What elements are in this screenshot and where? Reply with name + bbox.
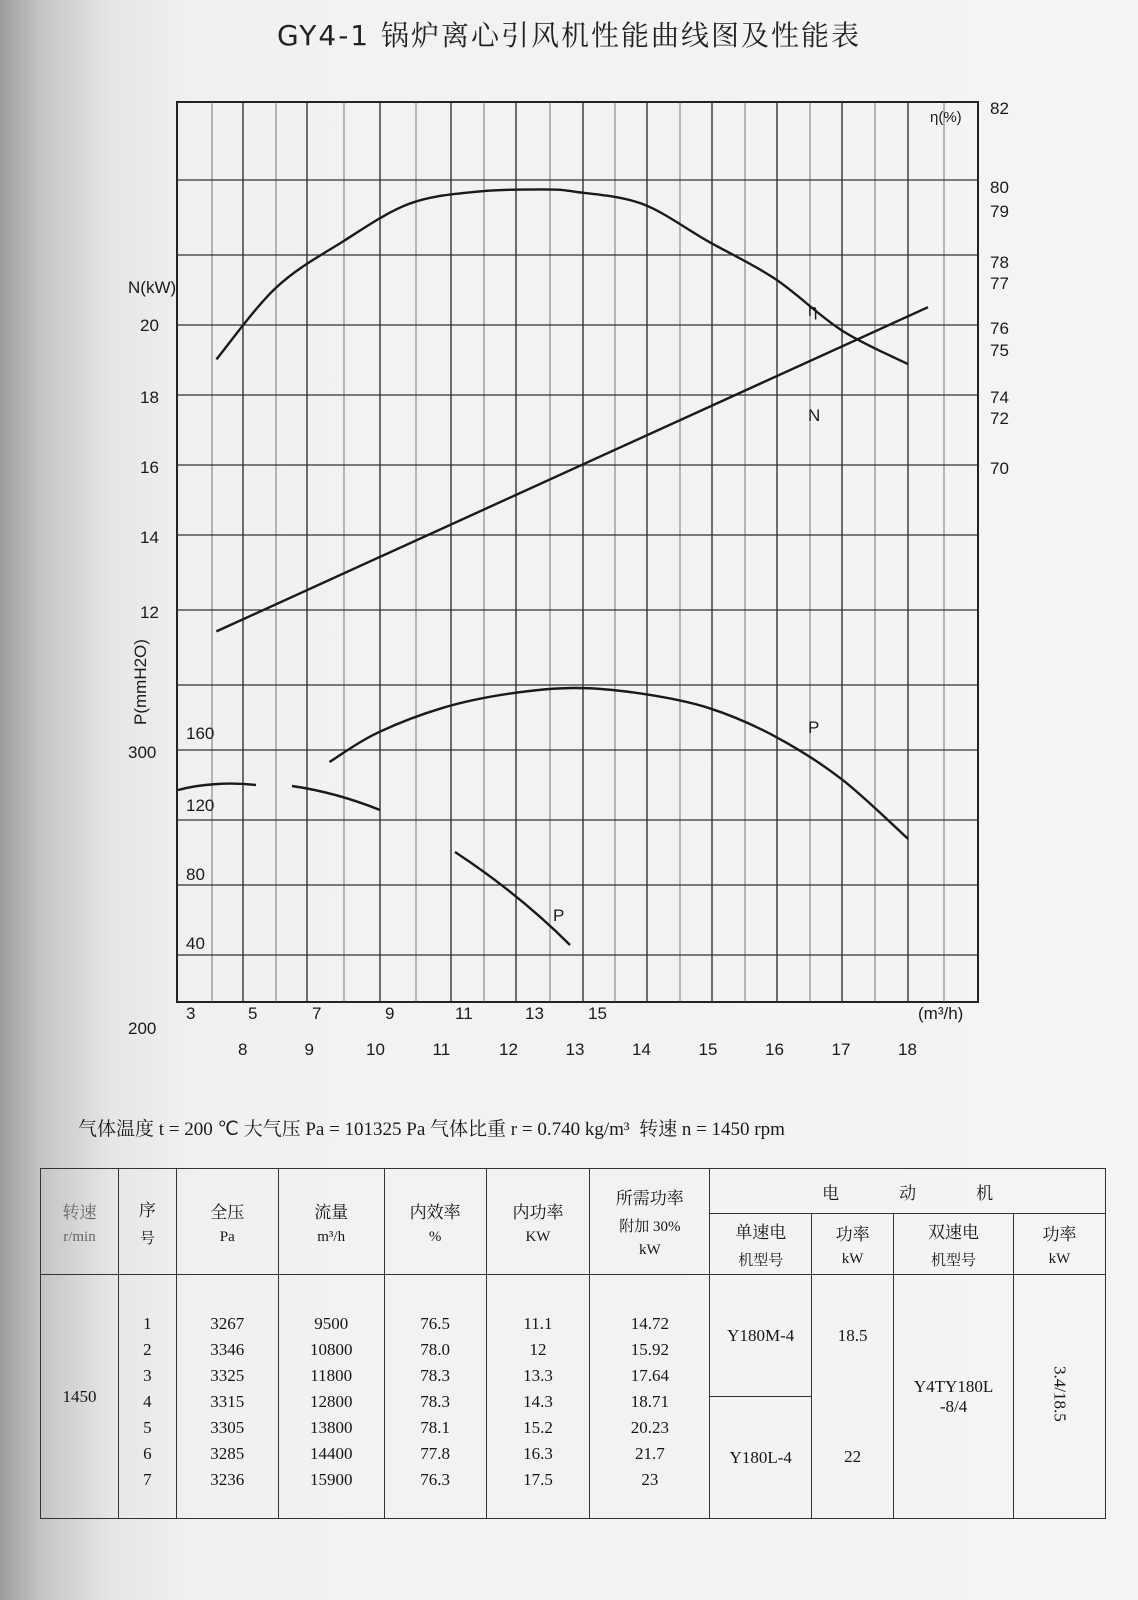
n-tick-label: 16: [140, 458, 159, 477]
cell-value-pressure-3: 3325: [210, 1365, 245, 1385]
cell-speed: 1450: [41, 1275, 119, 1519]
cell-value-eff-1: 76.5: [420, 1313, 450, 1333]
n-tick-label: 18: [140, 388, 159, 407]
eta-tick-label: 74: [990, 388, 1009, 407]
x-tick-upper-label: 7: [312, 1004, 322, 1023]
cell-value-pressure-4: 3315: [210, 1391, 245, 1411]
single-power-2: 22: [844, 1447, 862, 1466]
cell-value-req-4: 18.71: [630, 1391, 669, 1411]
eta-tick-label: 70: [990, 459, 1009, 478]
cell-value-flow-5: 13800: [309, 1417, 353, 1437]
cell-value-pressure-5: 3305: [210, 1417, 245, 1437]
eta-axis-label: η(%): [930, 109, 962, 126]
cell-value-eff-2: 78.0: [420, 1339, 450, 1359]
header-required-power: 所需功率 附加 30% kW: [590, 1169, 710, 1275]
p-inner-tick-label: 40: [186, 934, 205, 953]
cell-value-pressure-1: 3267: [210, 1313, 245, 1333]
cell-value-seq-4: 4: [143, 1391, 152, 1411]
table-header-row: [41, 1169, 1106, 1214]
power-line: [216, 307, 928, 631]
p-axis-label: P(mmH2O): [131, 639, 150, 725]
lower-pressure-curve: [178, 784, 256, 790]
cell-pressure: [176, 1275, 278, 1519]
dual-power: 3.4/18.5: [1050, 1366, 1070, 1422]
header-speed: 转速 r/min: [41, 1169, 119, 1275]
cell-single-power: [812, 1275, 894, 1519]
cell-value-pressure-6: 3285: [210, 1443, 245, 1463]
x-axis-label: (m³/h): [918, 1004, 964, 1023]
single-motor-1: Y180M-4: [710, 1275, 811, 1397]
cell-value-eff-3: 78.3: [420, 1365, 450, 1385]
header-motor: 电动机: [710, 1169, 1106, 1214]
chart-grid: [177, 102, 978, 1002]
cell-dual-power: [1014, 1275, 1106, 1519]
header-pressure: 全压 Pa: [176, 1169, 278, 1275]
lower-pressure-curve: [455, 852, 570, 945]
cell-value-seq-1: 1: [143, 1313, 152, 1333]
cell-value-seq-5: 5: [143, 1417, 152, 1437]
x-tick-upper-label: 15: [588, 1004, 607, 1023]
p-inner-tick-label: 160: [186, 724, 215, 743]
x-tick-upper-label: 11: [455, 1004, 473, 1023]
cell-value-eff-4: 78.3: [420, 1391, 450, 1411]
cell-value-eff-5: 78.1: [420, 1417, 450, 1437]
performance-table: [40, 1168, 1106, 1519]
single-motor-2: Y180L-4: [729, 1447, 792, 1467]
cell-value-req-1: 14.72: [630, 1313, 669, 1333]
cell-value-eff-7: 76.3: [420, 1469, 450, 1489]
cell-value-flow-2: 10800: [309, 1339, 353, 1359]
x-tick-upper-label: 13: [525, 1004, 544, 1023]
p-inner-tick-label: 120: [186, 796, 215, 815]
cell-value-ipower-2: 12: [529, 1339, 547, 1359]
x-tick-upper-label: 3: [186, 1004, 196, 1023]
cell-dual-motor: [894, 1275, 1014, 1519]
header-dual-power: 功率 kW: [1014, 1214, 1106, 1275]
header-single-motor: 单速电 机型号: [710, 1214, 812, 1275]
eta-curve: [216, 189, 908, 364]
x-tick-lower-label: 8: [238, 1040, 248, 1059]
cell-value-pressure-7: 3236: [210, 1469, 245, 1489]
header-seq: 序 号: [118, 1169, 176, 1275]
header-flow: 流量 m³/h: [278, 1169, 384, 1275]
eta-tick-label: 78: [990, 253, 1009, 272]
eta-tick-label: 72: [990, 409, 1009, 428]
x-tick-lower-label: 13: [565, 1040, 585, 1059]
eta-curve-label: η: [808, 301, 818, 320]
lower-pressure-curve: [292, 786, 380, 810]
cell-value-ipower-4: 14.3: [523, 1391, 553, 1411]
cell-single-motor: [710, 1275, 812, 1519]
chart-tick-labels: [128, 99, 1009, 1059]
x-tick-lower-label: 12: [499, 1040, 518, 1059]
pressure-curve-label: P: [808, 718, 820, 737]
n-tick-label: 14: [140, 528, 159, 547]
cell-value-seq-3: 3: [143, 1365, 152, 1385]
eta-tick-label: 75: [990, 341, 1009, 360]
eta-tick-label: 79: [990, 202, 1009, 221]
cell-value-flow-4: 12800: [309, 1391, 353, 1411]
cell-value-req-3: 17.64: [630, 1365, 669, 1385]
cell-value-ipower-7: 17.5: [523, 1469, 553, 1489]
n-tick-label: 12: [140, 603, 159, 622]
single-power-1: 18.5: [837, 1326, 868, 1345]
cell-efficiency: [384, 1275, 486, 1519]
cell-value-seq-2: 2: [143, 1339, 152, 1359]
x-tick-lower-label: 10: [366, 1040, 385, 1059]
eta-tick-label: 77: [990, 274, 1009, 293]
eta-tick-label: 76: [990, 319, 1009, 338]
cell-value-pressure-2: 3346: [210, 1339, 245, 1359]
dual-motor-model-2: -8/4: [939, 1396, 968, 1416]
header-efficiency: 内效率 %: [384, 1169, 486, 1275]
header-single-power: 功率 kW: [812, 1214, 894, 1275]
power-line-label: N: [808, 406, 821, 425]
cell-value-req-5: 20.23: [630, 1417, 669, 1437]
cell-value-ipower-6: 16.3: [523, 1443, 553, 1463]
cell-value-seq-7: 7: [143, 1469, 152, 1489]
x-tick-lower-label: 9: [304, 1040, 314, 1059]
x-tick-lower-label: 11: [432, 1040, 451, 1059]
x-tick-lower-label: 16: [765, 1040, 784, 1059]
cell-value-seq-6: 6: [143, 1443, 152, 1463]
cell-value-flow-6: 14400: [309, 1443, 353, 1463]
header-internal-power: 内功率 KW: [486, 1169, 590, 1275]
cell-internal-power: [486, 1275, 590, 1519]
x-tick-lower-label: 15: [698, 1040, 718, 1059]
n-tick-label: 20: [140, 316, 159, 335]
x-tick-upper-label: 5: [248, 1004, 258, 1023]
cell-value-ipower-1: 11.1: [523, 1313, 553, 1333]
table-row: [41, 1275, 1106, 1519]
x-tick-lower-label: 14: [632, 1040, 651, 1059]
p-inner-tick-label: 80: [186, 865, 205, 884]
eta-tick-label: 80: [990, 178, 1009, 197]
cell-value-flow-7: 15900: [309, 1469, 353, 1489]
cell-value-req-7: 23: [641, 1469, 659, 1489]
p-tick-label: 200: [128, 1019, 157, 1038]
header-dual-motor: 双速电 机型号: [894, 1214, 1014, 1275]
n-axis-label: N(kW): [128, 278, 177, 297]
cell-value-eff-6: 77.8: [420, 1443, 450, 1463]
cell-value-ipower-5: 15.2: [523, 1417, 553, 1437]
cell-flow: [278, 1275, 384, 1519]
cell-value-req-6: 21.7: [634, 1443, 665, 1463]
eta-tick-label: 82: [990, 99, 1009, 118]
cell-value-req-2: 15.92: [630, 1339, 669, 1359]
cell-seq: [118, 1275, 176, 1519]
cell-value-flow-3: 11800: [310, 1365, 353, 1385]
x-tick-lower-label: 17: [831, 1040, 851, 1059]
p-tick-label: 300: [128, 743, 157, 762]
lower-pressure-curve-label: P: [553, 906, 565, 925]
cell-required-power: [590, 1275, 710, 1519]
chart-title: GY4-1 锅炉离心引风机性能曲线图及性能表: [276, 19, 862, 52]
x-tick-lower-label: 18: [898, 1040, 917, 1059]
plot-frame: [177, 102, 978, 1002]
dual-motor-model: Y4TY180L: [913, 1376, 994, 1396]
cell-value-ipower-3: 13.3: [523, 1365, 553, 1385]
x-tick-upper-label: 9: [385, 1004, 395, 1023]
operating-conditions: 气体温度 t = 200 ℃ 大气压 Pa = 101325 Pa 气体比重 r = 0.740 kg/m³ 转速 n = 1450 rpm: [78, 1119, 785, 1140]
cell-value-flow-1: 9500: [314, 1313, 349, 1333]
